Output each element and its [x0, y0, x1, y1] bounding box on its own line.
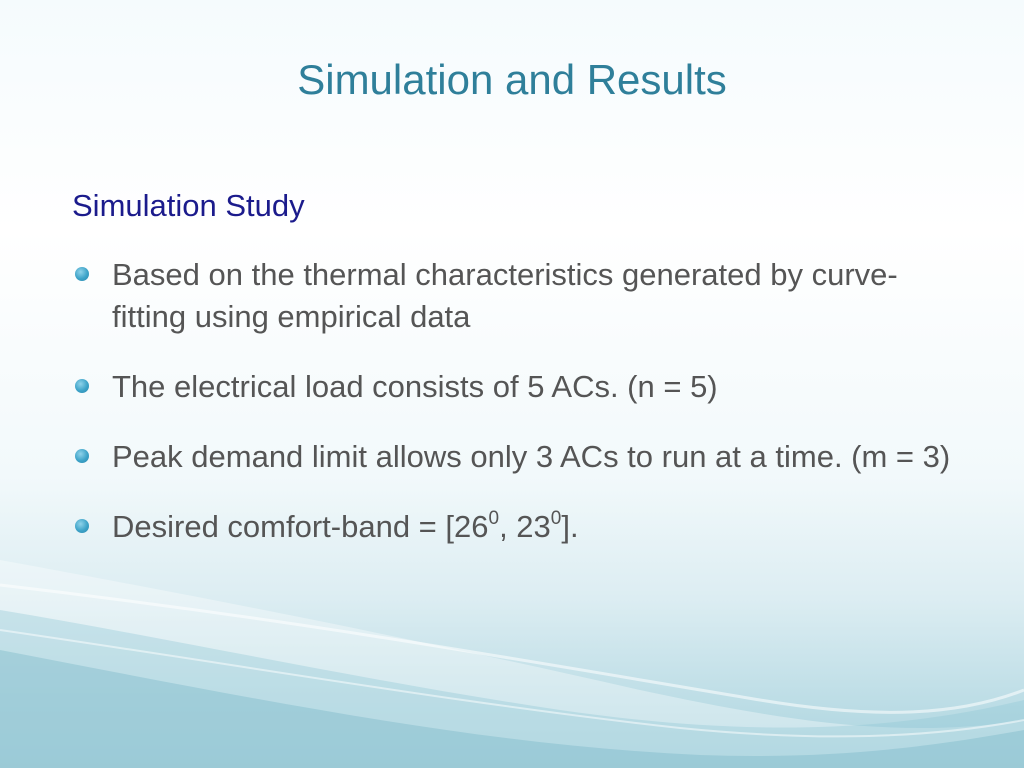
slide-title: Simulation and Results [297, 56, 727, 103]
section-subheading: Simulation Study [72, 188, 305, 223]
bullet-dot-icon [75, 519, 89, 533]
bullet-text: Based on the thermal characteristics generated by curve-fitting using empirical data [112, 257, 898, 334]
bullet-text: The electrical load consists of 5 ACs. (n = 5) [112, 369, 718, 404]
bullet-dot-icon [75, 379, 89, 393]
bullet-text-comfort-band [112, 509, 579, 544]
comfort-band-middle: , 23 [499, 509, 551, 544]
degree-superscript: 0 [550, 507, 562, 529]
degree-superscript: 0 [488, 507, 500, 529]
bullet-item-comfort-band [72, 506, 952, 548]
bullet-item-peak-demand [72, 436, 952, 478]
bullet-item-electrical-load [72, 366, 952, 408]
bullet-dot-icon [75, 449, 89, 463]
bullet-list [72, 254, 952, 576]
comfort-band-prefix: Desired comfort-band = [26 [112, 509, 489, 544]
comfort-band-suffix: ]. [561, 509, 579, 544]
bullet-text: Peak demand limit allows only 3 ACs to run at a time. (m = 3) [112, 439, 951, 474]
bullet-item-thermal-characteristics [72, 254, 952, 338]
bullet-dot-icon [75, 267, 89, 281]
